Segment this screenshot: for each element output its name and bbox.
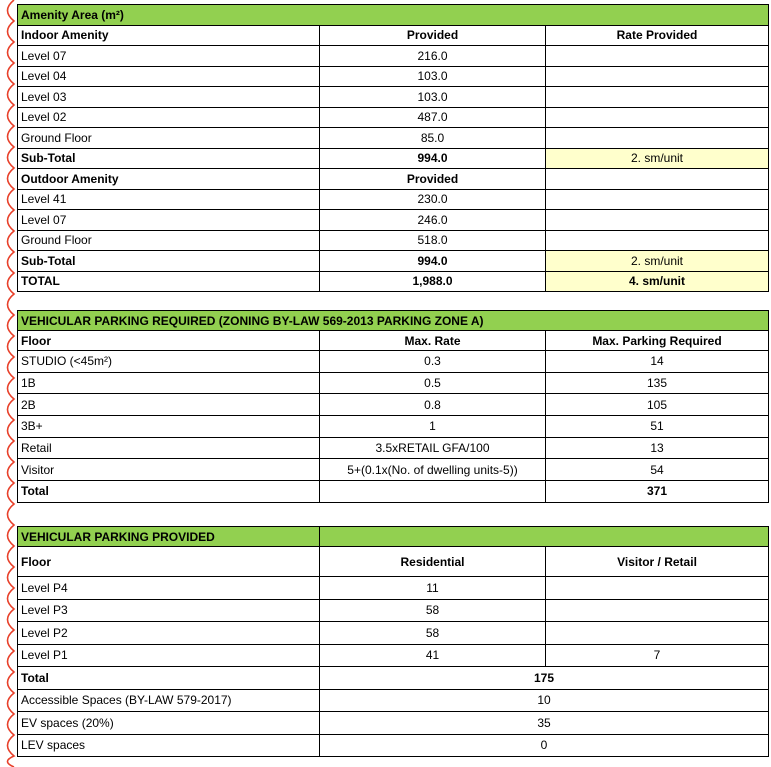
amenity-total-row bbox=[18, 271, 769, 292]
row-rate bbox=[546, 66, 769, 87]
row-rate: 0.8 bbox=[320, 394, 546, 416]
row-label: EV spaces (20%) bbox=[18, 712, 320, 735]
table-row bbox=[18, 210, 769, 231]
subtotal-rate: 2. sm/unit bbox=[546, 148, 769, 169]
table-row bbox=[18, 372, 769, 394]
row-floor: Level P1 bbox=[18, 644, 320, 667]
row-value: 35 bbox=[320, 712, 769, 735]
table-row bbox=[18, 437, 769, 459]
row-rate: 5+(0.1x(No. of dwelling units-5)) bbox=[320, 459, 546, 481]
row-provided: 85.0 bbox=[320, 128, 546, 149]
parking-provided-header-row bbox=[18, 547, 769, 577]
row-provided: 487.0 bbox=[320, 107, 546, 128]
total-spacer bbox=[320, 481, 546, 503]
row-required: 14 bbox=[546, 351, 769, 373]
row-visitor: 7 bbox=[546, 644, 769, 667]
row-floor: Level P4 bbox=[18, 577, 320, 600]
header-visitor-retail: Visitor / Retail bbox=[546, 547, 769, 577]
table-row bbox=[18, 230, 769, 251]
row-value: 10 bbox=[320, 689, 769, 712]
indoor-subtotal-row bbox=[18, 148, 769, 169]
table-row bbox=[18, 622, 769, 645]
table-row bbox=[18, 107, 769, 128]
row-rate bbox=[546, 87, 769, 108]
row-required: 54 bbox=[546, 459, 769, 481]
outdoor-header-rate bbox=[546, 169, 769, 190]
row-label: Level 04 bbox=[18, 66, 320, 87]
row-residential: 58 bbox=[320, 622, 546, 645]
header-max-rate: Max. Rate bbox=[320, 331, 546, 351]
row-label: Level 02 bbox=[18, 107, 320, 128]
indoor-header-row bbox=[18, 25, 769, 46]
row-floor: 2B bbox=[18, 394, 320, 416]
row-visitor bbox=[546, 577, 769, 600]
row-label: Accessible Spaces (BY-LAW 579-2017) bbox=[18, 689, 320, 712]
table-row bbox=[18, 734, 769, 757]
table-row bbox=[18, 351, 769, 373]
total-label: Total bbox=[18, 481, 320, 503]
row-provided: 230.0 bbox=[320, 189, 546, 210]
total-rate: 4. sm/unit bbox=[546, 271, 769, 292]
table-row bbox=[18, 394, 769, 416]
table-row bbox=[18, 577, 769, 600]
table-row bbox=[18, 189, 769, 210]
row-visitor bbox=[546, 622, 769, 645]
row-provided: 103.0 bbox=[320, 87, 546, 108]
row-floor: 3B+ bbox=[18, 416, 320, 438]
row-label: Level 03 bbox=[18, 87, 320, 108]
row-label: Ground Floor bbox=[18, 128, 320, 149]
parking-required-title-row bbox=[18, 311, 769, 331]
total-label: Total bbox=[18, 667, 320, 690]
row-residential: 41 bbox=[320, 644, 546, 667]
parking-required-header-row bbox=[18, 331, 769, 351]
row-value: 0 bbox=[320, 734, 769, 757]
row-required: 13 bbox=[546, 437, 769, 459]
row-rate: 1 bbox=[320, 416, 546, 438]
parking-provided-total-row bbox=[18, 667, 769, 690]
row-provided: 216.0 bbox=[320, 46, 546, 67]
table-row bbox=[18, 459, 769, 481]
subtotal-label: Sub-Total bbox=[18, 148, 320, 169]
row-rate bbox=[546, 230, 769, 251]
parking-required-total-row bbox=[18, 481, 769, 503]
row-rate: 3.5xRETAIL GFA/100 bbox=[320, 437, 546, 459]
total-value: 175 bbox=[320, 667, 769, 690]
outdoor-header-provided: Provided bbox=[320, 169, 546, 190]
row-provided: 103.0 bbox=[320, 66, 546, 87]
indoor-header-rate: Rate Provided bbox=[546, 25, 769, 46]
parking-provided-title-row bbox=[18, 527, 769, 547]
row-label: Level 07 bbox=[18, 46, 320, 67]
table-row bbox=[18, 128, 769, 149]
total-label: TOTAL bbox=[18, 271, 320, 292]
amenity-title-row bbox=[18, 5, 769, 26]
row-residential: 11 bbox=[320, 577, 546, 600]
table-row bbox=[18, 416, 769, 438]
indoor-header-provided: Provided bbox=[320, 25, 546, 46]
row-residential: 58 bbox=[320, 599, 546, 622]
outdoor-header-row bbox=[18, 169, 769, 190]
subtotal-label: Sub-Total bbox=[18, 251, 320, 272]
row-required: 135 bbox=[546, 372, 769, 394]
row-provided: 246.0 bbox=[320, 210, 546, 231]
amenity-area-table bbox=[17, 4, 769, 292]
row-rate bbox=[546, 210, 769, 231]
header-max-required: Max. Parking Required bbox=[546, 331, 769, 351]
row-rate: 0.5 bbox=[320, 372, 546, 394]
amenity-title: Amenity Area (m²) bbox=[18, 5, 769, 26]
table-row bbox=[18, 712, 769, 735]
subtotal-provided: 994.0 bbox=[320, 251, 546, 272]
title-fill bbox=[320, 527, 769, 547]
row-rate bbox=[546, 128, 769, 149]
header-residential: Residential bbox=[320, 547, 546, 577]
row-visitor bbox=[546, 599, 769, 622]
header-floor: Floor bbox=[18, 331, 320, 351]
subtotal-provided: 994.0 bbox=[320, 148, 546, 169]
parking-provided-title: VEHICULAR PARKING PROVIDED bbox=[18, 527, 320, 547]
row-rate bbox=[546, 189, 769, 210]
row-required: 51 bbox=[546, 416, 769, 438]
table-row bbox=[18, 66, 769, 87]
row-floor: STUDIO (<45m²) bbox=[18, 351, 320, 373]
row-required: 105 bbox=[546, 394, 769, 416]
row-label: Level 07 bbox=[18, 210, 320, 231]
row-floor: 1B bbox=[18, 372, 320, 394]
table-row bbox=[18, 644, 769, 667]
row-rate: 0.3 bbox=[320, 351, 546, 373]
row-label: Ground Floor bbox=[18, 230, 320, 251]
parking-required-title: VEHICULAR PARKING REQUIRED (ZONING BY-LAW 569-2013 PARKING ZONE A) bbox=[18, 311, 769, 331]
table-row bbox=[18, 599, 769, 622]
total-provided: 1,988.0 bbox=[320, 271, 546, 292]
parking-required-table bbox=[17, 310, 769, 503]
row-provided: 518.0 bbox=[320, 230, 546, 251]
row-label: LEV spaces bbox=[18, 734, 320, 757]
total-value: 371 bbox=[546, 481, 769, 503]
row-floor: Visitor bbox=[18, 459, 320, 481]
outdoor-header-label: Outdoor Amenity bbox=[18, 169, 320, 190]
row-rate bbox=[546, 107, 769, 128]
row-floor: Level P3 bbox=[18, 599, 320, 622]
table-row bbox=[18, 46, 769, 67]
row-floor: Retail bbox=[18, 437, 320, 459]
row-rate bbox=[546, 46, 769, 67]
indoor-header-label: Indoor Amenity bbox=[18, 25, 320, 46]
table-row bbox=[18, 87, 769, 108]
header-floor: Floor bbox=[18, 547, 320, 577]
parking-provided-table bbox=[17, 526, 769, 757]
subtotal-rate: 2. sm/unit bbox=[546, 251, 769, 272]
outdoor-subtotal-row bbox=[18, 251, 769, 272]
table-row bbox=[18, 689, 769, 712]
row-label: Level 41 bbox=[18, 189, 320, 210]
row-floor: Level P2 bbox=[18, 622, 320, 645]
